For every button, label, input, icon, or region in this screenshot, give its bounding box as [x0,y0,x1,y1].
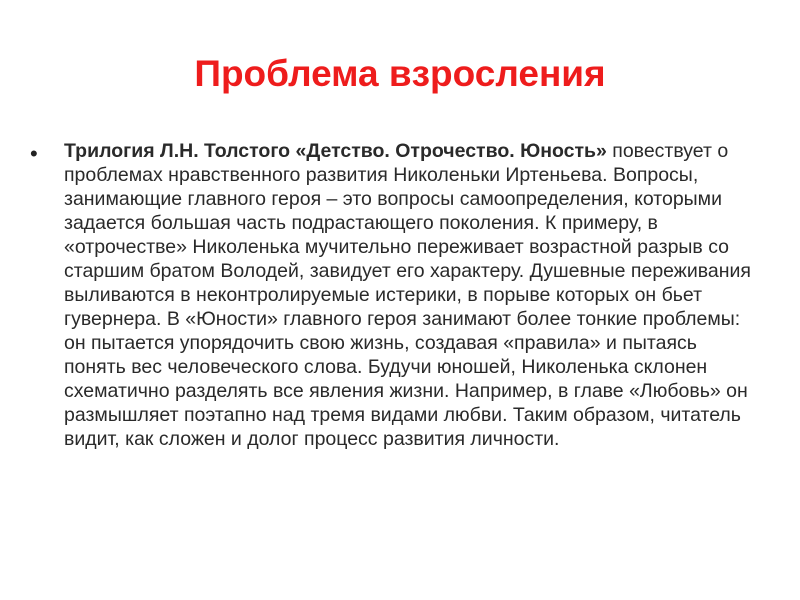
bullet-body-text: повествует о проблемах нравственного развития Николеньки Иртеньева. Вопросы, занимающие главного героя – это вопросы самоопределения, которыми задается большая часть подрастающего поколения. К примеру, в «отрочестве» Николенька мучительно переживает возрастной разрыв со старшим братом Володей, завидует его характеру. Душевные переживания выливаются в неконтролируемые истерики, в порыве которых он бьет гувернера. В «Юности» главного героя занимают более тонкие проблемы: он пытается упорядочить свою жизнь, создавая «правила» и пытаясь понять вес человеческого слова. Будучи юношей, Николенька склонен схематично разделять все явления жизни. Например, в главе «Любовь» он размышляет поэтапно над тремя видами любви. Таким образом, читатель видит, как сложен и долог процесс развития личности. [64,140,751,450]
bullet-paragraph [64,139,754,451]
bullet-icon: • [30,141,38,166]
slide-content [30,139,770,451]
slide-title: Проблема взросления [194,53,606,94]
bullet-lead-text: Трилогия Л.Н. Толстого «Детство. Отрочество. Юность» [64,140,607,162]
bullet-item [30,139,770,451]
